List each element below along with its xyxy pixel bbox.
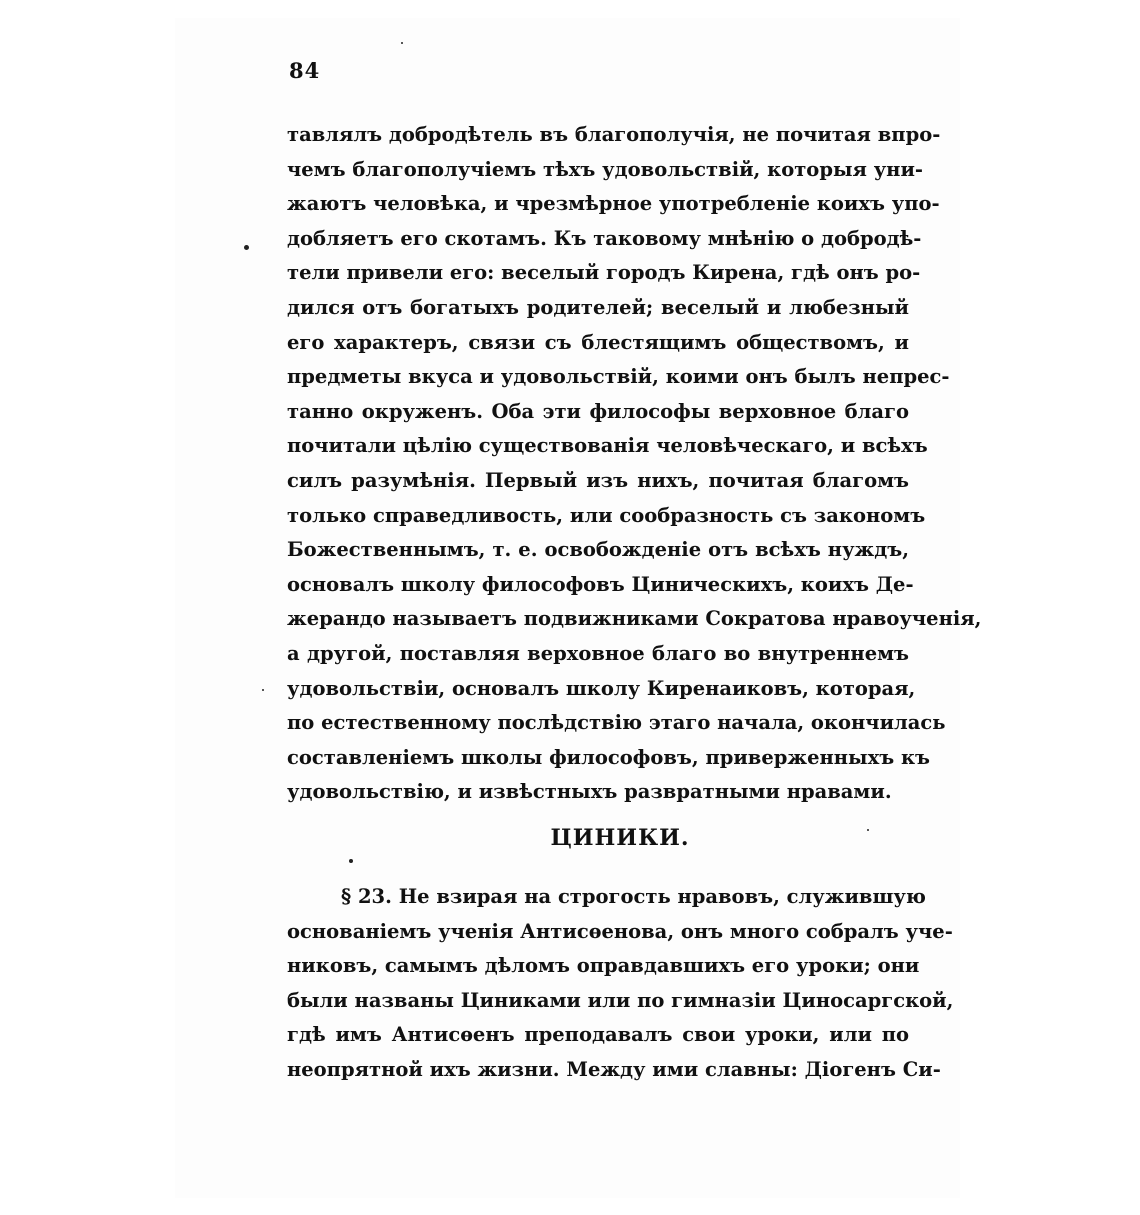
text-line: удовольствію, и извѣстныхъ развратными нравами. <box>287 780 892 804</box>
section-heading: ЦИНИКИ. <box>550 825 690 851</box>
text-line: § 23. Не взирая на строгость нравовъ, служившую <box>341 885 926 908</box>
text-line: составленіемъ школы философовъ, приверженныхъ къ <box>287 745 931 769</box>
text-line: гдѣ имъ Антисѳенъ преподавалъ свои уроки, или по <box>287 1023 909 1047</box>
text-line: силъ разумѣнія. Первый изъ нихъ, почитая благомъ <box>287 468 909 492</box>
ink-speck <box>244 245 249 250</box>
text-line: по естественному послѣдствію этаго начала, окончилась <box>287 711 946 735</box>
ink-speck <box>349 859 353 863</box>
text-line: жерандо называетъ подвижниками Сократова нравоученія, <box>287 607 982 631</box>
text-line: тели привели его: веселый городъ Кирена, гдѣ онъ ро- <box>287 261 921 285</box>
text-line: а другой, поставляя верховное благо во внутреннемъ <box>287 641 909 665</box>
text-line: дился отъ богатыхъ родителей; веселый и любезный <box>287 295 909 319</box>
text-line: были названы Циниками или по гимназіи Циносаргской, <box>287 988 954 1012</box>
paragraph-1 <box>287 118 982 810</box>
text-line: предметы вкуса и удовольствій, коими онъ былъ непрес- <box>287 365 950 389</box>
text-line: почитали цѣлію существованія человѣческаго, и всѣхъ <box>287 434 928 458</box>
text-line: основалъ школу философовъ Циническихъ, коихъ Де- <box>287 572 914 596</box>
text-line: никовъ, самымъ дѣломъ оправдавшихъ его уроки; они <box>287 954 920 978</box>
page-number: 84 <box>289 58 321 83</box>
text-line: удовольствіи, основалъ школу Киренаиковъ, которая, <box>287 676 916 700</box>
text-line: Божественнымъ, т. е. освобожденіе отъ всѣхъ нуждъ, <box>287 538 909 562</box>
text-line: танно окруженъ. Оба эти философы верховное благо <box>287 399 909 423</box>
paragraph-2 <box>287 880 954 1088</box>
text-line: неопрятной ихъ жизни. Между ими славны: Діогенъ Си- <box>287 1057 941 1081</box>
ink-speck <box>867 829 869 831</box>
ink-speck <box>401 42 403 44</box>
text-line: его характеръ, связи съ блестящимъ обществомъ, и <box>287 330 909 354</box>
text-line: основаніемъ ученія Антисѳенова, онъ много собралъ уче- <box>287 919 953 943</box>
text-line: добляетъ его скотамъ. Къ таковому мнѣнію о добродѣ- <box>287 226 922 250</box>
text-line: только справедливость, или сообразность съ закономъ <box>287 503 926 527</box>
ink-speck <box>262 689 264 691</box>
text-line: тавлялъ добродѣтель въ благополучія, не почитая впро- <box>287 123 941 146</box>
text-line: чемъ благополучіемъ тѣхъ удовольствій, которыя уни- <box>287 157 924 181</box>
text-line: жаютъ человѣка, и чрезмѣрное употребленіе коихъ упо- <box>287 192 940 216</box>
